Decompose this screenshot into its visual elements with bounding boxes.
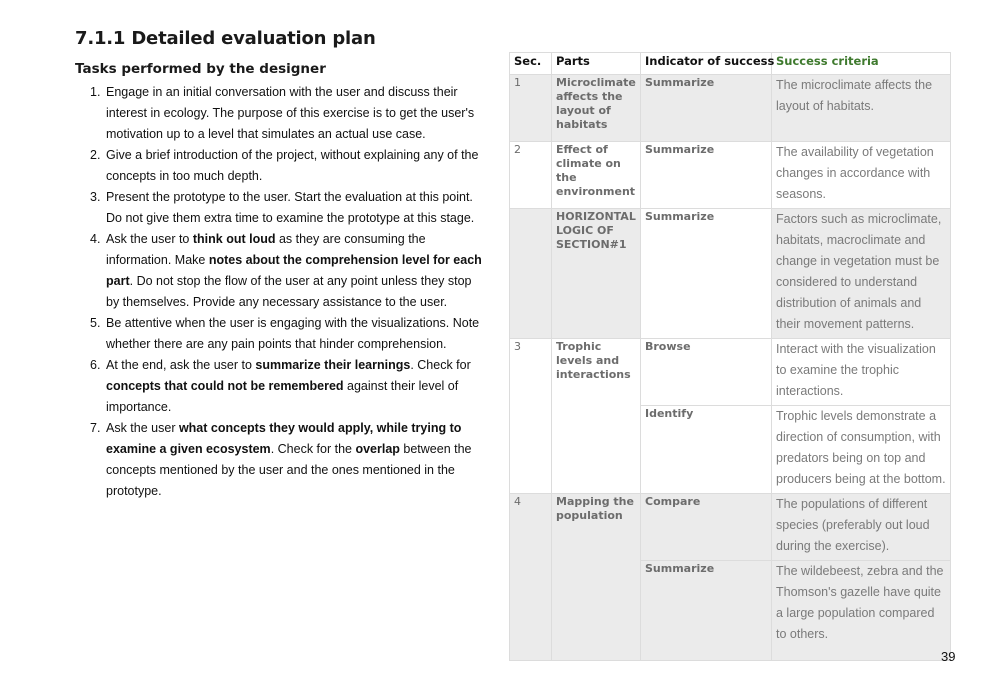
table-row bbox=[510, 339, 951, 406]
task-item bbox=[90, 229, 488, 313]
task-text: Ask the user to bbox=[106, 232, 193, 246]
cell-sec: 4 bbox=[510, 494, 552, 661]
task-text: At the end, ask the user to bbox=[106, 358, 256, 372]
task-emphasis: notes about the comprehension level for each part bbox=[106, 253, 482, 288]
evaluation-table bbox=[509, 52, 951, 661]
table-row bbox=[510, 494, 951, 561]
task-number: 2. bbox=[90, 148, 101, 162]
task-number: 7. bbox=[90, 421, 101, 435]
cell-part: HORIZONTAL LOGIC OF SECTION#1 bbox=[552, 209, 641, 339]
task-number: 6. bbox=[90, 358, 101, 372]
tasks-subheading: Tasks performed by the designer bbox=[75, 61, 326, 77]
task-text: between the concepts mentioned by the user and the ones mentioned in the prototype. bbox=[106, 442, 472, 498]
cell-indicator: Summarize bbox=[641, 142, 772, 209]
cell-criteria: The wildebeest, zebra and the Thomson's gazelle have quite a large population compared to others. bbox=[772, 561, 951, 661]
task-item bbox=[90, 418, 488, 502]
table-row bbox=[510, 209, 951, 339]
task-text: Present the prototype to the user. Start the evaluation at this point. Do not give them extra time to examine the prototype at this stage. bbox=[106, 190, 475, 225]
cell-part: Trophic levels and interactions bbox=[552, 339, 641, 494]
task-number: 5. bbox=[90, 316, 101, 330]
section-heading: 7.1.1 Detailed evaluation plan bbox=[75, 28, 376, 49]
task-text: Be attentive when the user is engaging with the visualizations. Note whether there are any pain points that hinder comprehension. bbox=[106, 316, 480, 351]
cell-sec: 1 bbox=[510, 75, 552, 142]
header-criteria: Success criteria bbox=[772, 53, 951, 75]
cell-criteria: Interact with the visualization to examine the trophic interactions. bbox=[772, 339, 951, 406]
task-item bbox=[90, 187, 488, 229]
task-number: 1. bbox=[90, 85, 101, 99]
task-list bbox=[90, 82, 488, 502]
cell-indicator: Summarize bbox=[641, 209, 772, 339]
cell-indicator: Summarize bbox=[641, 75, 772, 142]
cell-criteria: The microclimate affects the layout of habitats. bbox=[772, 75, 951, 142]
cell-part: Effect of climate on the environment bbox=[552, 142, 641, 209]
task-number: 3. bbox=[90, 190, 101, 204]
header-parts: Parts bbox=[552, 53, 641, 75]
task-text: against their level of importance. bbox=[106, 379, 459, 414]
cell-criteria: The populations of different species (preferably out loud during the exercise). bbox=[772, 494, 951, 561]
cell-criteria: Trophic levels demonstrate a direction of consumption, with predators being on top and producers being at the bottom. bbox=[772, 406, 951, 494]
task-item bbox=[90, 355, 488, 418]
task-emphasis: overlap bbox=[355, 442, 400, 456]
cell-indicator: Browse bbox=[641, 339, 772, 406]
task-text: . Check for bbox=[410, 358, 471, 372]
cell-indicator: Summarize bbox=[641, 561, 772, 661]
task-text: Engage in an initial conversation with the user and discuss their interest in ecology. The purpose of this exercise is to get the user's motivation up to a level that simulates an actual use case. bbox=[106, 85, 475, 141]
task-item bbox=[90, 145, 488, 187]
table-row bbox=[510, 142, 951, 209]
cell-sec: 2 bbox=[510, 142, 552, 209]
header-indicator: Indicator of success bbox=[641, 53, 772, 75]
task-emphasis: concepts that could not be remembered bbox=[106, 379, 344, 393]
cell-criteria: Factors such as microclimate, habitats, macroclimate and change in vegetation must be considered to understand distribution of animals and their movement patterns. bbox=[772, 209, 951, 339]
cell-part: Microclimate affects the layout of habitats bbox=[552, 75, 641, 142]
task-number: 4. bbox=[90, 232, 101, 246]
task-emphasis: think out loud bbox=[192, 232, 276, 246]
task-emphasis: what concepts they would apply, while trying to examine a given ecosystem bbox=[106, 421, 462, 456]
task-text: Give a brief introduction of the project, without explaining any of the concepts in too much depth. bbox=[106, 148, 479, 183]
task-text: . Do not stop the flow of the user at any point unless they stop by themselves. Provide any necessary assistance to the user. bbox=[106, 274, 472, 309]
cell-criteria: The availability of vegetation changes in accordance with seasons. bbox=[772, 142, 951, 209]
task-item bbox=[90, 313, 488, 355]
cell-indicator: Identify bbox=[641, 406, 772, 494]
cell-sec bbox=[510, 209, 552, 339]
table-row bbox=[510, 75, 951, 142]
task-text: as they are consuming the information. Make bbox=[106, 232, 426, 267]
cell-sec: 3 bbox=[510, 339, 552, 494]
page-number: 39 bbox=[941, 649, 956, 664]
header-sec: Sec. bbox=[510, 53, 552, 75]
cell-indicator: Compare bbox=[641, 494, 772, 561]
task-emphasis: summarize their learnings bbox=[255, 358, 411, 372]
task-text: Ask the user bbox=[106, 421, 179, 435]
cell-part: Mapping the population bbox=[552, 494, 641, 661]
task-item bbox=[90, 82, 488, 145]
task-text: . Check for the bbox=[270, 442, 356, 456]
table-header-row bbox=[510, 53, 951, 75]
